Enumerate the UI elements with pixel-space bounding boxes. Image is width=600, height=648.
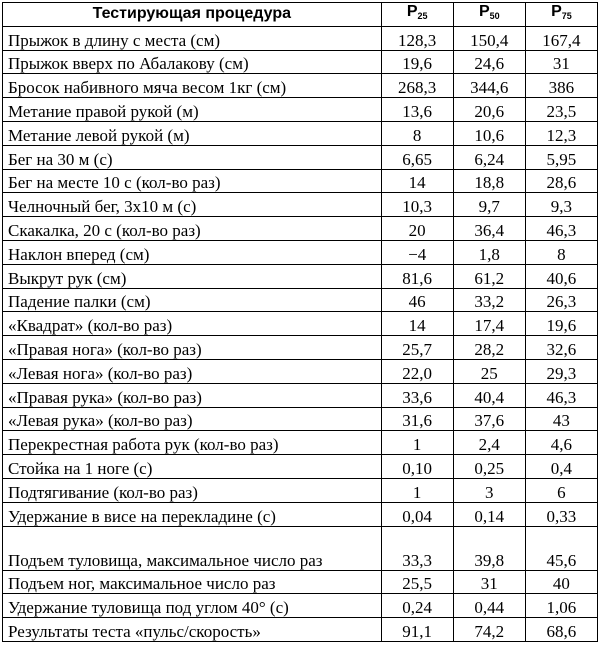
procedure-cell: Бег на 30 м (с): [3, 145, 382, 169]
header-row: [3, 3, 598, 27]
p75-cell: 26,3: [525, 288, 597, 312]
p25-cell: 14: [381, 312, 453, 336]
procedure-cell: Прыжок в длину с места (см): [3, 26, 382, 50]
p50-cell: 10,6: [453, 121, 525, 145]
table-row: [3, 570, 598, 594]
p25-cell: 31,6: [381, 407, 453, 431]
p75-cell: 19,6: [525, 312, 597, 336]
p50-cell: 3: [453, 478, 525, 502]
table-row: [3, 594, 598, 618]
procedure-cell: «Левая рука» (кол-во раз): [3, 407, 382, 431]
p25-cell: 0,04: [381, 502, 453, 526]
p75-cell: 9,3: [525, 193, 597, 217]
table-row: [3, 502, 598, 526]
procedure-cell: Удержание в висе на перекладине (с): [3, 502, 382, 526]
p25-cell: 128,3: [381, 26, 453, 50]
p50-cell: 0,25: [453, 455, 525, 479]
procedure-cell: «Правая рука» (кол-во раз): [3, 383, 382, 407]
procedure-cell: Подтягивание (кол-во раз): [3, 478, 382, 502]
p25-cell: 1: [381, 478, 453, 502]
table-row: [3, 217, 598, 241]
table-row: [3, 359, 598, 383]
p25-cell: 33,3: [381, 526, 453, 570]
header-p75-sub: 75: [561, 11, 572, 22]
p75-cell: 8: [525, 240, 597, 264]
p25-cell: 46: [381, 288, 453, 312]
p75-cell: 29,3: [525, 359, 597, 383]
p50-cell: 344,6: [453, 74, 525, 98]
procedure-cell: «Правая нога» (кол-во раз): [3, 336, 382, 360]
procedure-cell: Выкрут рук (см): [3, 264, 382, 288]
p75-cell: 4,6: [525, 431, 597, 455]
p50-cell: 1,8: [453, 240, 525, 264]
p50-cell: 25: [453, 359, 525, 383]
p25-cell: 19,6: [381, 50, 453, 74]
p25-cell: 0,10: [381, 455, 453, 479]
p50-cell: 24,6: [453, 50, 525, 74]
p50-cell: 150,4: [453, 26, 525, 50]
p50-cell: 20,6: [453, 98, 525, 122]
p50-cell: 2,4: [453, 431, 525, 455]
p50-cell: 33,2: [453, 288, 525, 312]
p25-cell: 13,6: [381, 98, 453, 122]
procedure-cell: «Левая нога» (кол-во раз): [3, 359, 382, 383]
table-row: [3, 455, 598, 479]
table-row: [3, 169, 598, 193]
table-row: [3, 26, 598, 50]
procedure-cell: Стойка на 1 ноге (с): [3, 455, 382, 479]
header-p75: [525, 3, 597, 27]
table-row: [3, 431, 598, 455]
procedure-cell: Бег на месте 10 с (кол-во раз): [3, 169, 382, 193]
p50-cell: 31: [453, 570, 525, 594]
p25-cell: 25,5: [381, 570, 453, 594]
header-procedure: Тестирующая процедура: [3, 3, 382, 27]
p25-cell: 10,3: [381, 193, 453, 217]
p25-cell: 22,0: [381, 359, 453, 383]
procedure-cell: Наклон вперед (см): [3, 240, 382, 264]
table-row: [3, 526, 598, 570]
procedure-cell: Прыжок вверх по Абалакову (см): [3, 50, 382, 74]
header-p75-letter: P: [551, 3, 562, 21]
procedure-cell: Результаты теста «пульс/скорость»: [3, 618, 382, 642]
table-row: [3, 145, 598, 169]
p75-cell: 386: [525, 74, 597, 98]
p50-cell: 28,2: [453, 336, 525, 360]
p50-cell: 6,24: [453, 145, 525, 169]
procedure-cell: «Квадрат» (кол-во раз): [3, 312, 382, 336]
p75-cell: 28,6: [525, 169, 597, 193]
procedure-cell: Метание левой рукой (м): [3, 121, 382, 145]
p50-cell: 0,14: [453, 502, 525, 526]
p25-cell: 8: [381, 121, 453, 145]
p50-cell: 37,6: [453, 407, 525, 431]
p25-cell: 81,6: [381, 264, 453, 288]
p75-cell: 0,33: [525, 502, 597, 526]
table-row: [3, 240, 598, 264]
p50-cell: 36,4: [453, 217, 525, 241]
p25-cell: 14: [381, 169, 453, 193]
table-row: [3, 264, 598, 288]
procedure-cell: Подъем ног, максимальное число раз: [3, 570, 382, 594]
header-p50-letter: P: [478, 3, 490, 21]
procedure-cell: Скакалка, 20 с (кол-во раз): [3, 217, 382, 241]
p75-cell: 23,5: [525, 98, 597, 122]
p25-cell: 91,1: [381, 618, 453, 642]
p75-cell: 45,6: [525, 526, 597, 570]
p75-cell: 40,6: [525, 264, 597, 288]
table-row: [3, 312, 598, 336]
p75-cell: 68,6: [525, 618, 597, 642]
procedure-cell: Бросок набивного мяча весом 1кг (см): [3, 74, 382, 98]
p75-cell: 43: [525, 407, 597, 431]
p75-cell: 32,6: [525, 336, 597, 360]
p25-cell: 33,6: [381, 383, 453, 407]
p50-cell: 74,2: [453, 618, 525, 642]
table-row: [3, 383, 598, 407]
p75-cell: 5,95: [525, 145, 597, 169]
p25-cell: 6,65: [381, 145, 453, 169]
p50-cell: 0,44: [453, 594, 525, 618]
table-row: [3, 618, 598, 642]
p75-cell: 31: [525, 50, 597, 74]
procedure-cell: Удержание туловища под углом 40° (с): [3, 594, 382, 618]
header-p50-sub: 50: [489, 11, 500, 22]
header-p50: [453, 3, 525, 27]
procedure-cell: Метание правой рукой (м): [3, 98, 382, 122]
table-body: [3, 26, 598, 641]
table-row: [3, 407, 598, 431]
procedure-cell: Подъем туловища, максимальное число раз: [3, 526, 382, 570]
procedure-cell: Падение палки (см): [3, 288, 382, 312]
p75-cell: 6: [525, 478, 597, 502]
p75-cell: 40: [525, 570, 597, 594]
p25-cell: −4: [381, 240, 453, 264]
procedure-cell: Челночный бег, 3х10 м (с): [3, 193, 382, 217]
table-row: [3, 193, 598, 217]
p75-cell: 46,3: [525, 217, 597, 241]
header-p25-letter: P: [406, 3, 418, 21]
table-row: [3, 50, 598, 74]
p75-cell: 46,3: [525, 383, 597, 407]
p25-cell: 20: [381, 217, 453, 241]
p75-cell: 12,3: [525, 121, 597, 145]
table-row: [3, 98, 598, 122]
p50-cell: 39,8: [453, 526, 525, 570]
p75-cell: 1,06: [525, 594, 597, 618]
table-row: [3, 336, 598, 360]
p75-cell: 167,4: [525, 26, 597, 50]
p25-cell: 0,24: [381, 594, 453, 618]
p50-cell: 18,8: [453, 169, 525, 193]
test-results-table: [2, 2, 598, 642]
table-row: [3, 121, 598, 145]
header-p25-sub: 25: [417, 11, 428, 22]
p50-cell: 40,4: [453, 383, 525, 407]
procedure-cell: Перекрестная работа рук (кол-во раз): [3, 431, 382, 455]
p75-cell: 0,4: [525, 455, 597, 479]
p25-cell: 268,3: [381, 74, 453, 98]
p25-cell: 1: [381, 431, 453, 455]
header-p25: [381, 3, 453, 27]
p50-cell: 17,4: [453, 312, 525, 336]
table-row: [3, 478, 598, 502]
p50-cell: 61,2: [453, 264, 525, 288]
p50-cell: 9,7: [453, 193, 525, 217]
table-row: [3, 74, 598, 98]
p25-cell: 25,7: [381, 336, 453, 360]
table-row: [3, 288, 598, 312]
